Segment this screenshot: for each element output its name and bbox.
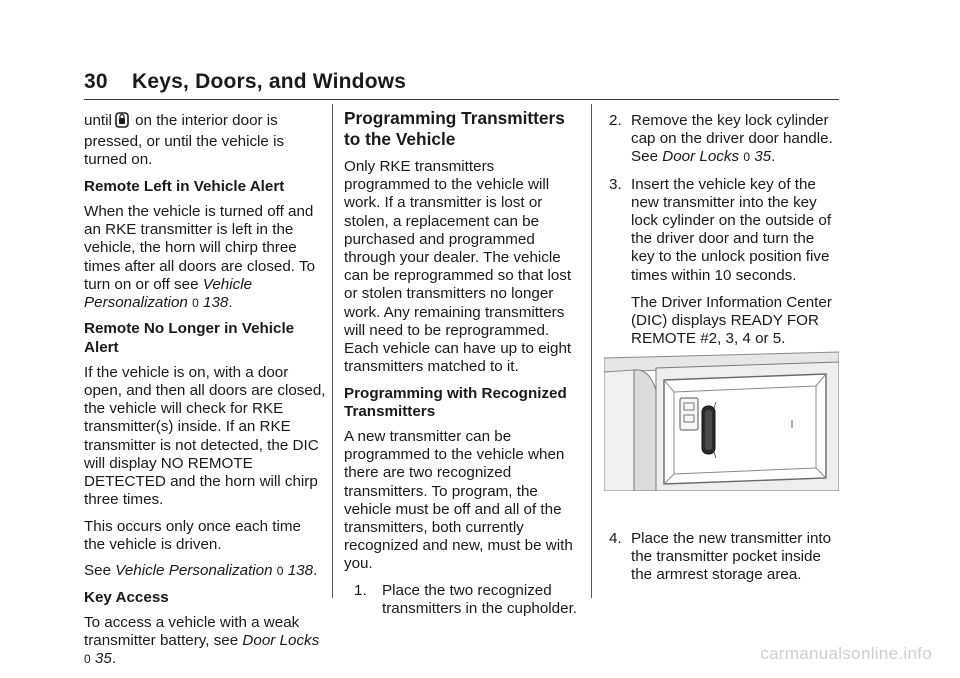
page-reference[interactable]: 35	[754, 148, 772, 166]
column-3-continued	[609, 530, 841, 594]
cross-reference-link[interactable]: Vehicle Personalization	[115, 562, 273, 580]
list-item	[344, 582, 582, 618]
text: To access a vehicle with a weak transmitter battery, see	[84, 613, 300, 650]
text: .	[313, 562, 318, 580]
page-arrow-icon: 0	[276, 564, 284, 579]
column-divider	[591, 104, 592, 598]
column-divider	[332, 104, 333, 598]
list-item	[609, 176, 841, 285]
step-number: 3.	[609, 175, 622, 193]
paragraph	[84, 203, 326, 312]
paragraph	[84, 112, 326, 170]
column-2	[344, 108, 582, 627]
page-header	[84, 70, 406, 94]
subheading: Programming with Recognized Transmitters	[344, 384, 567, 420]
page-reference[interactable]: 138	[287, 562, 314, 580]
subheading: Remote Left in Vehicle Alert	[84, 177, 285, 195]
page-arrow-icon: 0	[192, 296, 199, 311]
text: .	[111, 650, 117, 668]
paragraph: If the vehicle is on, with a door open, and then all doors are closed, the vehicle will check for RKE transmitter(s) inside. If an RKE transmitter is not detected, the DIC will display NO REMOTE DETECTED and the horn will chirp three times.	[84, 363, 326, 509]
list-item	[609, 530, 841, 585]
cross-reference-link[interactable]: Vehicle Personalization	[84, 275, 253, 312]
cross-reference-link[interactable]: Door Locks	[662, 148, 740, 166]
page-arrow-icon: 0	[743, 150, 750, 165]
step-number: 1.	[354, 581, 367, 599]
step-text: Place the new transmitter into the transmitter pocket inside the armrest storage area.	[631, 530, 832, 584]
list-item	[609, 112, 841, 167]
step-text: Insert the vehicle key of the new transmitter into the key lock cylinder on the outside of the driver door and turn the key to the unlock position five times within 10 seconds.	[631, 175, 832, 284]
paragraph: A new transmitter can be programmed to the vehicle when there are two recognized transmitters. To program, the vehicle must be off and all of the transmitters, both currently recognized and new, must be with you.	[344, 428, 573, 573]
column-1	[84, 112, 326, 677]
step-number: 2.	[609, 112, 622, 129]
text: .	[228, 294, 233, 312]
paragraph	[84, 614, 326, 669]
subheading: Remote No Longer in Vehicle Alert	[84, 320, 295, 356]
step-text	[631, 112, 841, 167]
step-note: The Driver Information Center (DIC) displays READY FOR REMOTE #2, 3, 4 or 5.	[631, 293, 832, 348]
paragraph: This occurs only once each time the vehicle is driven.	[84, 517, 301, 553]
text: See	[84, 562, 116, 580]
text: on the interior door is pressed, or until the vehicle is turned on.	[84, 112, 285, 169]
section-heading: Programming Transmitters to the Vehicle	[344, 108, 565, 149]
watermark: carmanualsonline.info	[760, 644, 932, 663]
armrest-storage-illustration	[604, 350, 839, 491]
page-reference[interactable]: 35	[94, 650, 112, 668]
text: Remove the key lock cylinder cap on the driver door handle. See	[631, 112, 833, 166]
step-number: 4.	[609, 530, 622, 547]
step-text: Place the two recognized transmitters in the cupholder.	[382, 581, 578, 618]
page-arrow-icon: 0	[84, 652, 91, 667]
lock-icon	[115, 112, 129, 133]
text: .	[771, 148, 776, 166]
page-reference[interactable]: 138	[203, 294, 229, 312]
subheading: Key Access	[84, 588, 169, 606]
text: When the vehicle is turned off and an RKE transmitter is left in the vehicle, the horn will chirp three times after all doors are closed. To turn on or off see	[84, 203, 316, 293]
section-title: Keys, Doors, and Windows	[132, 70, 407, 93]
header-rule	[84, 99, 839, 100]
text: until	[84, 112, 112, 129]
column-3	[609, 112, 841, 357]
cross-reference-link[interactable]: Door Locks	[242, 632, 320, 650]
page-number: 30	[84, 70, 108, 93]
paragraph: Only RKE transmitters programmed to the vehicle will work. If a transmitter is lost or stolen, a replacement can be purchased and programmed through your dealer. The vehicle can be reprogrammed so that lost or stolen transmitters no longer work. Any remaining transmitters will need to be reprogrammed. Each vehicle can have up to eight transmitters matched to it.	[344, 158, 572, 376]
paragraph	[84, 562, 326, 580]
